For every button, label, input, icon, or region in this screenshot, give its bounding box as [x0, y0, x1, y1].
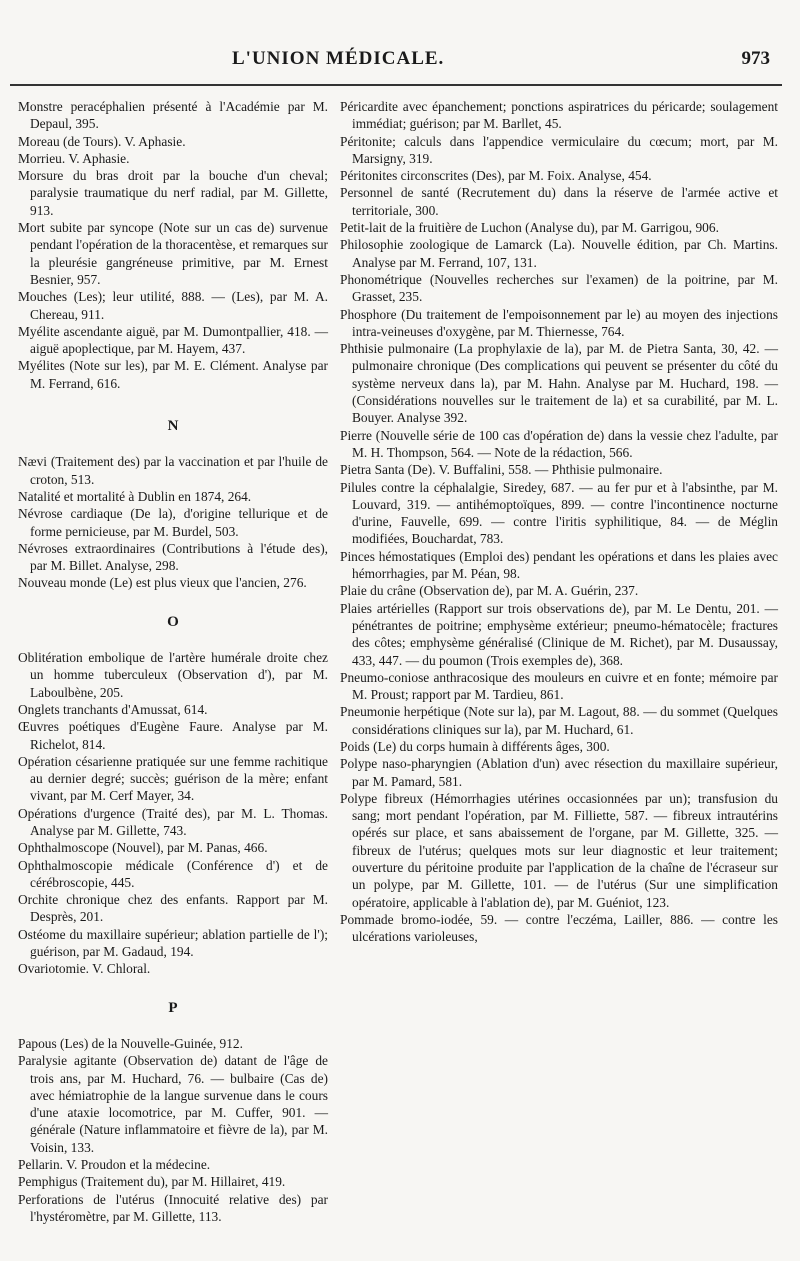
- index-entry: Péricardite avec épanchement; ponctions aspiratrices du péricarde; soulagement immédiat; guérison; par M. Barllet, 45.: [340, 99, 778, 132]
- index-entry: Mort subite par syncope (Note sur un cas de) survenue pendant l'opération de la thoracentèse, et remarques sur la pleurésie gangréneuse primitive, par M. Ernest Besnier, 957.: [18, 220, 328, 287]
- running-title: L'UNION MÉDICALE.: [232, 48, 445, 69]
- index-entry: Plaie du crâne (Observation de), par M. A. Guérin, 237.: [340, 583, 639, 599]
- index-entry: Pemphigus (Traitement du), par M. Hillairet, 419.: [18, 1174, 286, 1190]
- index-entry: Perforations de l'utérus (Innocuité relative des) par l'hystéromètre, par M. Gillette, 113.: [18, 1191, 328, 1224]
- index-entry: Petit-lait de la fruitière de Luchon (Analyse du), par M. Garrigou, 906.: [340, 220, 719, 236]
- index-entry: Paralysie agitante (Observation de) datant de l'âge de trois ans, par M. Huchard, 76. — bulbaire (Cas de) avec hémiatrophie de la langue survenue dans le cours d'une ataxie locomotrice, par M. Cuffer, 901. — générale (Nature inflammatoire et fièvre de la), par M. Voisin, 133.: [18, 1053, 328, 1155]
- index-entry: Orchite chronique chez des enfants. Rapport par M. Desprès, 201.: [18, 892, 328, 925]
- index-entry: Pneumo-coniose anthracosique des mouleurs en cuivre et en fonte; mémoire par M. Proust; rapport par M. Tardieu, 861.: [340, 669, 778, 703]
- section-letter: O: [167, 613, 179, 630]
- index-entry: Névroses extraordinaires (Contributions à l'étude des), par M. Billet. Analyse, 298.: [18, 540, 328, 574]
- index-entry: Natalité et mortalité à Dublin en 1874, 264.: [18, 488, 252, 504]
- index-entry: Plaies artérielles (Rapport sur trois observations de), par M. Le Dentu, 201. — pénétrantes de poitrine; emphysème extérieur; pneumo-hématocèle; fractures des côtes; emphysème généralisé (Clinique de M. Richet), par M. Dusaussay, 433, 447. — du poumon (Trois exemples de), 368.: [340, 600, 778, 668]
- index-entry: Personnel de santé (Recrutement du) dans la réserve de l'armée active et territoriale, 300.: [340, 185, 778, 218]
- index-entry: Pilules contre la céphalalgie, Siredey, 687. — au fer pur et à l'absinthe, par M. Louvard, 319. — antihémoptoïques, 899. — contre l'incontinence nocturne d'urine, Fauvelle, 699. — contre l'iritis syphilitique, 84. — de Méglin modifiées, Bouchardat, 783.: [340, 479, 778, 547]
- index-entry: Pietra Santa (De). V. Buffalini, 558. — Phthisie pulmonaire.: [340, 462, 663, 478]
- index-entry: Nævi (Traitement des) par la vaccination et par l'huile de croton, 513.: [18, 454, 328, 487]
- index-entry: Mouches (Les); leur utilité, 888. — (Les), par M. A. Chereau, 911.: [18, 289, 328, 322]
- index-entry: Phosphore (Du traitement de l'empoisonnement par le) au moyen des injections intra-veineuses d'oxygène, par M. Thiernesse, 764.: [340, 306, 778, 339]
- left-column: [18, 98, 328, 1225]
- index-entry: Ovariotomie. V. Chloral.: [18, 961, 151, 977]
- index-entry: Péritonite; calculs dans l'appendice vermiculaire du cœcum; mort, par M. Marsigny, 319.: [340, 133, 778, 166]
- index-entry: Ophthalmoscope (Nouvel), par M. Panas, 466.: [18, 840, 268, 856]
- index-entry: Névrose cardiaque (De la), d'origine tellurique et de forme pernicieuse, par M. Burdel, 503.: [18, 506, 328, 539]
- index-entry: Onglets tranchants d'Amussat, 614.: [18, 701, 208, 717]
- index-entry: Papous (Les) de la Nouvelle-Guinée, 912.: [18, 1035, 243, 1051]
- index-entry: Polype naso-pharyngien (Ablation d'un) avec résection du maxillaire supérieur, par M. Pamard, 581.: [340, 756, 778, 789]
- index-entry: Opération césarienne pratiquée sur une femme rachitique au dernier degré; succès; guérison de la mère; enfant vivant, par M. Cerf Mayer, 34.: [18, 753, 328, 804]
- index-entry: Monstre peracéphalien présenté à l'Académie par M. Depaul, 395.: [18, 99, 328, 132]
- index-entry: Philosophie zoologique de Lamarck (La). Nouvelle édition, par Ch. Martins. Analyse par M. Ferrand, 107, 131.: [340, 237, 778, 270]
- right-column: [340, 98, 778, 946]
- index-entry: Péritonites circonscrites (Des), par M. Foix. Analyse, 454.: [340, 168, 652, 184]
- index-entry: Opérations d'urgence (Traité des), par M. L. Thomas. Analyse par M. Gillette, 743.: [18, 805, 328, 838]
- index-entry: Poids (Le) du corps humain à différents âges, 300.: [340, 738, 610, 754]
- index-entry: Oblitération embolique de l'artère humérale droite chez un homme tuberculeux (Observation d'), par M. Laboulbène, 205.: [18, 650, 328, 700]
- header-rule: [10, 84, 782, 86]
- index-entry: Pierre (Nouvelle série de 100 cas d'opération de) dans la vessie chez l'adulte, par M. H. Thompson, 564. — Note de la rédaction, 566.: [340, 427, 778, 460]
- section-letter: P: [168, 999, 178, 1016]
- index-entry: Œuvres poétiques d'Eugène Faure. Analyse par M. Richelot, 814.: [18, 719, 328, 752]
- page-number: 973: [741, 48, 770, 69]
- index-entry: Pneumonie herpétique (Note sur la), par M. Lagout, 88. — du sommet (Quelques considérations cliniques sur la), par M. Huchard, 61.: [340, 704, 778, 737]
- index-entry: Phthisie pulmonaire (La prophylaxie de la), par M. de Pietra Santa, 30, 42. — pulmonaire chronique (Des complications qui peuvent se présenter du côté du système nerveux dans la), par M. Hahn. Analyse par M. Huchard, 198. — (Considérations nouvelles sur le traitement de la) et sa curabilité, par M. L. Bouyer. Analyse 392.: [340, 341, 778, 426]
- index-entry: Nouveau monde (Le) est plus vieux que l'ancien, 276.: [18, 575, 307, 591]
- index-entry: Moreau (de Tours). V. Aphasie.: [18, 133, 186, 149]
- index-entry: Myélites (Note sur les), par M. E. Clément. Analyse par M. Ferrand, 616.: [18, 358, 328, 391]
- index-entry: Pellarin. V. Proudon et la médecine.: [18, 1157, 211, 1173]
- index-entry: Ophthalmoscopie médicale (Conférence d') et de cérébroscopie, 445.: [18, 857, 328, 890]
- index-entry: Pommade bromo-iodée, 59. — contre l'eczéma, Lailler, 886. — contre les ulcérations varioleuses,: [340, 911, 778, 945]
- index-entry: Morrieu. V. Aphasie.: [18, 150, 130, 166]
- index-entry: Morsure du bras droit par la bouche d'un cheval; paralysie traumatique du nerf radial, par M. Gillette, 913.: [18, 168, 328, 218]
- index-entry: Ostéome du maxillaire supérieur; ablation partielle de l'); guérison, par M. Gadaud, 194.: [18, 926, 328, 960]
- section-letter: N: [167, 418, 179, 435]
- index-entry: Pinces hémostatiques (Emploi des) pendant les opérations et dans les plaies avec hémorrhagies, par M. Péan, 98.: [340, 548, 778, 582]
- index-entry: Myélite ascendante aiguë, par M. Dumontpallier, 418. — aiguë apoplectique, par M. Hayem, 437.: [18, 323, 328, 357]
- page-header: [0, 48, 800, 78]
- index-entry: Phonométrique (Nouvelles recherches sur l'examen) de la poitrine, par M. Grasset, 235.: [340, 271, 778, 305]
- index-entry: Polype fibreux (Hémorrhagies utérines occasionnées par un); transfusion du sang; mort pendant l'opération, par M. Filliette, 587. — fibreux intrautérins opérés sur place, et sans abaissement de l'organe, par M. Gillette, 325. — fibreux de l'utérus; quelques mots sur leur diagnostic et leur traitement; ouverture du péritoine produite par l'application de la chaîne de l'écraseur sur un polype, par M. Gillette, 101. — de l'utérus (Sur une simplification opératoire, applicable à l'ablation de), par M. Guéniot, 123.: [340, 790, 778, 910]
